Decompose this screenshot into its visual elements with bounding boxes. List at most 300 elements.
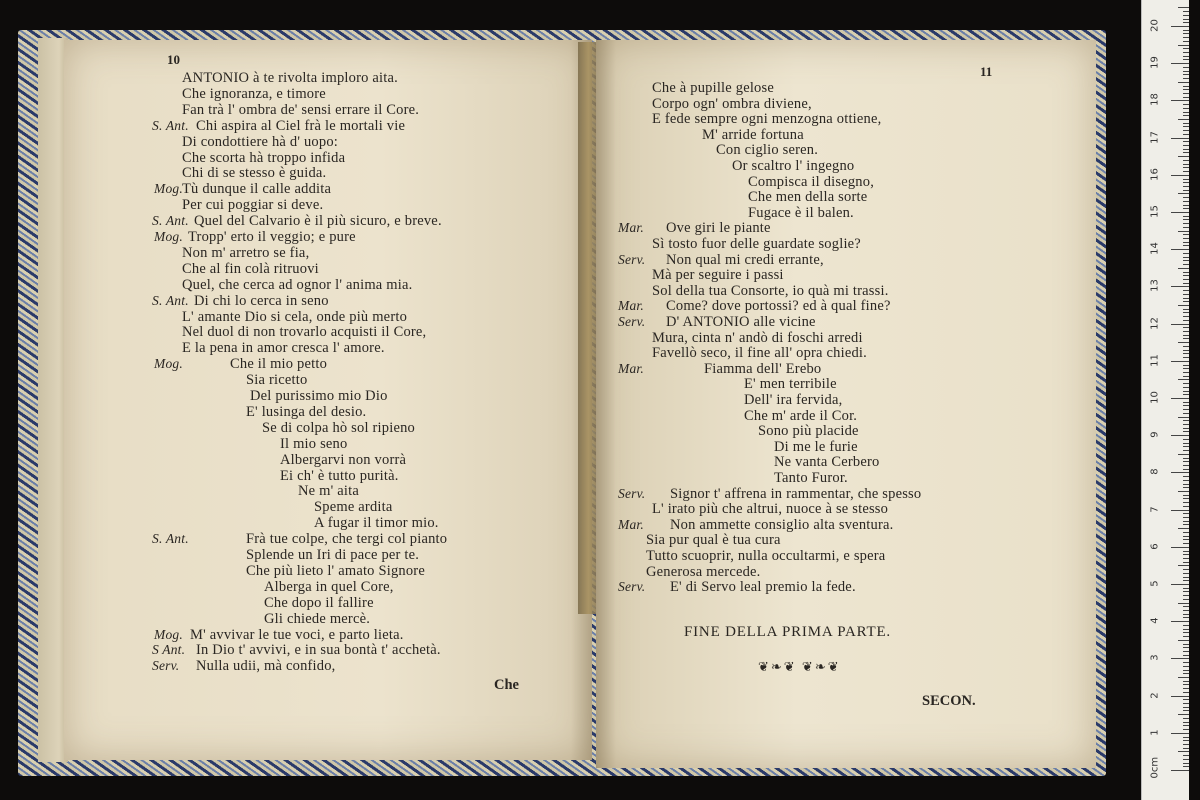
right-speaker-label: Serv. [618, 579, 646, 595]
left-text-line: Per cui poggiar si deve. [182, 197, 324, 214]
ruler-tick [1183, 614, 1189, 615]
ruler-tick [1183, 625, 1189, 626]
ruler-tick [1183, 644, 1189, 645]
ruler-tick [1183, 283, 1189, 284]
left-text-line: Tù dunque il calle addita [182, 181, 332, 198]
ruler-tick [1183, 391, 1189, 392]
ruler-tick [1183, 707, 1189, 708]
ruler-tick [1183, 670, 1189, 671]
ruler-tick [1178, 342, 1189, 343]
ruler-tick [1183, 558, 1189, 559]
ruler-tick [1183, 74, 1189, 75]
ruler-tick [1183, 238, 1189, 239]
ruler-tick [1183, 260, 1189, 261]
ruler-tick [1178, 603, 1189, 604]
ruler-tick [1183, 242, 1189, 243]
left-speaker-label: S. Ant. [152, 531, 189, 547]
ruler-tick [1183, 409, 1189, 410]
ruler-tick [1171, 138, 1189, 139]
ruler-tick [1183, 309, 1189, 310]
ruler-tick [1178, 7, 1189, 8]
ruler-tick [1183, 37, 1189, 38]
left-text-line: Che ignoranza, e timore [182, 85, 326, 102]
ruler-tick [1183, 480, 1189, 481]
ruler-tick [1178, 305, 1189, 306]
right-speaker-label: Serv. [618, 251, 646, 267]
right-text-line: Non qual mi credi errante, [666, 251, 824, 268]
ruler-tick [1183, 551, 1189, 552]
left-text-line: Chi di se stesso è guida. [182, 165, 327, 182]
ruler-tick [1183, 632, 1189, 633]
left-text-line: E' lusinga del desio. [246, 403, 367, 420]
ruler-tick [1171, 26, 1189, 27]
ruler-tick [1183, 298, 1189, 299]
ruler-tick [1183, 22, 1189, 23]
ruler-tick [1183, 201, 1189, 202]
ruler-tick [1183, 651, 1189, 652]
ruler-tick [1183, 703, 1189, 704]
left-speaker-label: S. Ant. [152, 213, 189, 229]
right-text-line: Or scaltro l' ingegno [732, 158, 855, 174]
ruler-label: 13 [1149, 279, 1161, 293]
ruler-tick [1183, 506, 1189, 507]
ruler-tick [1178, 193, 1189, 194]
ruler-label: 5 [1149, 580, 1161, 587]
ruler-label: 4 [1149, 617, 1161, 624]
ruler-tick [1183, 208, 1189, 209]
ruler-tick [1183, 424, 1189, 425]
left-speaker-label: Serv. [152, 658, 180, 674]
right-text-line: Ne vanta Cerbero [774, 454, 880, 471]
ruler-tick [1183, 327, 1189, 328]
ruler-tick [1183, 569, 1189, 570]
ruler-tick [1183, 41, 1189, 42]
ruler-tick [1171, 286, 1189, 287]
ruler-tick [1183, 19, 1189, 20]
right-page [596, 40, 1096, 768]
left-text-line: Sia ricetto [246, 372, 308, 389]
ruler-tick [1183, 294, 1189, 295]
ruler-tick [1171, 621, 1189, 622]
ruler-tick [1183, 498, 1189, 499]
ruler-tick [1183, 97, 1189, 98]
left-text-line: L' amante Dio si cela, onde più merto [182, 308, 408, 325]
ruler-tick [1183, 443, 1189, 444]
end-of-part-heading: FINE DELLA PRIMA PARTE. [684, 624, 891, 640]
ruler-tick [1183, 368, 1189, 369]
ruler-tick [1183, 606, 1189, 607]
catchword-right: SECON. [922, 693, 976, 709]
ruler-label: 10 [1149, 391, 1161, 404]
ruler-tick [1183, 108, 1189, 109]
ruler-tick [1183, 257, 1189, 258]
ruler-tick [1183, 684, 1189, 685]
ruler-tick [1183, 164, 1189, 165]
left-text-line: ANTONIO à te rivolta imploro aita. [182, 70, 398, 86]
right-text-line: L' irato più che altrui, nuoce à se stesso [652, 501, 889, 518]
ruler-tick [1183, 320, 1189, 321]
ruler-tick [1183, 562, 1189, 563]
ruler-label: 12 [1149, 316, 1161, 330]
ruler-tick [1183, 595, 1189, 596]
left-text-line: Quel, che cerca ad ognor l' anima mia. [182, 276, 413, 293]
ruler-tick [1183, 402, 1189, 403]
ruler-tick [1183, 450, 1189, 451]
ruler-tick [1183, 487, 1189, 488]
ruler-tick [1178, 231, 1189, 232]
ruler-label: 3 [1149, 654, 1161, 662]
left-text-line: Del purissimo mio Dio [250, 388, 388, 404]
right-text-line: Dell' ira fervida, [744, 392, 843, 408]
left-text-line: Di condottiere hà d' uopo: [182, 133, 338, 150]
ruler-tick [1183, 141, 1189, 142]
ruler-tick [1183, 67, 1189, 68]
ruler-tick [1183, 331, 1189, 332]
ruler-tick [1183, 186, 1189, 187]
left-text-line: Che dopo il fallire [264, 594, 374, 611]
ruler-label: 16 [1149, 167, 1161, 181]
ruler-tick [1183, 33, 1189, 34]
ruler-tick [1183, 617, 1189, 618]
ruler-tick [1171, 547, 1189, 548]
right-text-line: Generosa mercede. [646, 563, 761, 580]
ruler-tick [1183, 350, 1189, 351]
left-text-line: Nel duol di non trovarlo acquisti il Core, [182, 324, 427, 341]
left-text-line: Che più lieto l' amato Signore [246, 562, 425, 579]
right-text-line: Mà per seguire i passi [652, 267, 784, 284]
ruler-tick [1171, 696, 1189, 697]
right-text-line: Mura, cinta n' andò di foschi arredi [652, 329, 863, 346]
ruler-tick [1183, 234, 1189, 235]
ruler-tick [1183, 610, 1189, 611]
ruler-tick [1183, 405, 1189, 406]
ruler-tick [1183, 223, 1189, 224]
ruler-tick [1183, 718, 1189, 719]
ruler-tick [1183, 56, 1189, 57]
ruler-tick [1178, 454, 1189, 455]
ruler-tick [1183, 428, 1189, 429]
right-text-line: Con ciglio seren. [716, 142, 819, 159]
ruler-tick [1183, 376, 1189, 377]
ruler-tick [1183, 130, 1189, 131]
ruler-label: 6 [1149, 543, 1161, 550]
right-text-line: Corpo ogn' ombra diviene, [652, 95, 812, 112]
left-text-line: A fugar il timor mio. [314, 515, 439, 532]
ruler-tick [1183, 636, 1189, 637]
ruler-tick [1183, 30, 1189, 31]
right-text-line: Di me le furie [774, 438, 858, 455]
left-text-line: Tropp' erto il veggio; e pure [188, 229, 356, 245]
right-text-line: E' men terribile [744, 376, 837, 393]
left-text-line: Ne m' aita [298, 483, 359, 500]
left-text-line: Quel del Calvario è il più sicuro, e breve. [194, 213, 442, 230]
right-speaker-label: Serv. [618, 485, 646, 501]
ruler-tick [1183, 699, 1189, 700]
ruler-tick [1183, 662, 1189, 663]
ruler-tick [1183, 93, 1189, 94]
page-number-left: 10 [167, 52, 180, 67]
ruler-tick [1183, 722, 1189, 723]
ruler-tick [1183, 476, 1189, 477]
ruler-tick [1183, 387, 1189, 388]
ruler-tick [1183, 655, 1189, 656]
ruler-tick [1183, 521, 1189, 522]
ruler-tick [1183, 104, 1189, 105]
ruler-tick [1183, 673, 1189, 674]
left-text-line: Che il mio petto [230, 356, 328, 373]
ruler-label: 2 [1149, 691, 1161, 699]
ruler-tick [1183, 52, 1189, 53]
ruler-tick [1183, 740, 1189, 741]
ruler-tick [1183, 123, 1189, 124]
ruler-tick [1183, 126, 1189, 127]
ruler-tick [1183, 458, 1189, 459]
ruler-tick [1183, 290, 1189, 291]
ruler-tick [1183, 647, 1189, 648]
ruler-tick [1183, 190, 1189, 191]
ruler-tick [1171, 100, 1189, 101]
ruler-tick [1171, 63, 1189, 64]
left-page [64, 40, 592, 760]
ruler-tick [1183, 312, 1189, 313]
ruler-tick [1183, 737, 1189, 738]
ruler-label: 19 [1149, 56, 1161, 70]
right-speaker-label: Mar. [618, 360, 644, 376]
ruler-tick [1183, 431, 1189, 432]
ruler-tick [1183, 688, 1189, 689]
right-speaker-label: Mar. [618, 516, 644, 532]
ruler-tick [1183, 513, 1189, 514]
right-text-line: D' ANTONIO alle vicine [666, 314, 816, 330]
ruler-tick [1183, 15, 1189, 16]
left-text-line: Albergarvi non vorrà [280, 451, 407, 468]
ruler-tick [1183, 112, 1189, 113]
page-number-right: 11 [980, 64, 993, 79]
measuring-ruler [1141, 0, 1189, 800]
left-speaker-label: S. Ant. [152, 292, 189, 308]
ruler-tick [1178, 268, 1189, 269]
ruler-tick [1178, 156, 1189, 157]
ruler-tick [1183, 219, 1189, 220]
ruler-tick [1171, 658, 1189, 659]
ruler-tick [1178, 714, 1189, 715]
left-text-line: Frà tue colpe, che tergi col pianto [246, 531, 448, 548]
right-text-line: M' arride fortuna [702, 126, 804, 143]
right-text-line: Che m' arde il Cor. [744, 407, 858, 424]
ruler-tick [1171, 510, 1189, 511]
ruler-tick [1183, 599, 1189, 600]
ruler-tick [1183, 748, 1189, 749]
ruler-tick [1183, 744, 1189, 745]
ruler-tick [1183, 517, 1189, 518]
ruler-tick [1171, 435, 1189, 436]
ruler-tick [1183, 465, 1189, 466]
right-text-line: Come? dove portossi? ed à qual fine? [666, 298, 891, 315]
ruler-label: 18 [1149, 93, 1161, 107]
left-speaker-label: Mog. [154, 356, 183, 372]
ruler-tick [1178, 119, 1189, 120]
ruler-tick [1183, 554, 1189, 555]
ruler-tick [1183, 227, 1189, 228]
ruler-tick [1183, 316, 1189, 317]
ruler-tick [1183, 48, 1189, 49]
ruler-label: 1 [1149, 729, 1161, 736]
ruler-tick [1183, 573, 1189, 574]
left-text-line: Splende un Iri di pace per te. [246, 547, 420, 563]
right-text-line: Sia pur qual è tua cura [646, 532, 781, 549]
ruler-tick [1171, 584, 1189, 585]
ruler-tick [1171, 733, 1189, 734]
left-text-line: Nulla udii, mà confido, [196, 658, 336, 675]
ruler-tick [1183, 763, 1189, 764]
right-text-line: Fugace è il balen. [748, 204, 854, 221]
ruler-tick [1183, 245, 1189, 246]
left-text-line: Gli chiede mercè. [264, 610, 371, 627]
printer-ornament: ❦❧❦ ❦❧❦ [758, 659, 841, 674]
left-speaker-label: Mog. [154, 181, 183, 197]
ruler-tick [1178, 379, 1189, 380]
left-speaker-label: Mog. [154, 626, 183, 642]
ruler-tick [1171, 770, 1189, 771]
right-text-line: Fiamma dell' Erebo [704, 360, 822, 377]
ruler-tick [1178, 82, 1189, 83]
ruler-tick [1183, 171, 1189, 172]
ruler-tick [1178, 45, 1189, 46]
ruler-tick [1183, 755, 1189, 756]
ruler-tick [1183, 543, 1189, 544]
ruler-tick [1183, 275, 1189, 276]
ruler-tick [1183, 372, 1189, 373]
ruler-label: 17 [1149, 130, 1161, 144]
ruler-tick [1183, 338, 1189, 339]
left-text-line: Alberga in quel Core, [264, 578, 394, 595]
right-text-line: Favellò seco, il fine all' opra chiedi. [652, 345, 867, 362]
right-text-line: E' di Servo leal premio la fede. [670, 579, 856, 596]
ruler-tick [1183, 205, 1189, 206]
ruler-tick [1183, 89, 1189, 90]
ruler-tick [1171, 361, 1189, 362]
right-text-line: Ove giri le piante [666, 220, 771, 237]
ruler-tick [1183, 149, 1189, 150]
left-text-line: Il mio seno [280, 435, 348, 452]
ruler-tick [1183, 145, 1189, 146]
right-text-line: Compisca il disegno, [748, 173, 875, 190]
ruler-tick [1183, 536, 1189, 537]
left-text-line: Se di colpa hò sol ripieno [262, 419, 415, 436]
ruler-tick [1171, 212, 1189, 213]
ruler-tick [1183, 59, 1189, 60]
left-text-line: E la pena in amor cresca l' amore. [182, 340, 385, 357]
ruler-tick [1183, 495, 1189, 496]
ruler-tick [1183, 152, 1189, 153]
left-text-line: Di chi lo cerca in seno [194, 292, 329, 309]
left-text-line: Fan trà l' ombra de' sensi errare il Core. [182, 101, 420, 118]
ruler-tick [1183, 539, 1189, 540]
ruler-label: 15 [1149, 205, 1161, 218]
ruler-tick [1183, 160, 1189, 161]
ruler-tick [1183, 710, 1189, 711]
right-speaker-label: Mar. [618, 298, 644, 314]
ruler-tick [1178, 751, 1189, 752]
ruler-label: 8 [1149, 468, 1161, 476]
ruler-tick [1183, 353, 1189, 354]
ruler-tick [1171, 249, 1189, 250]
ruler-label: 11 [1149, 353, 1161, 367]
ruler-tick [1183, 253, 1189, 254]
ruler-tick [1171, 398, 1189, 399]
ruler-tick [1183, 461, 1189, 462]
ruler-tick [1183, 766, 1189, 767]
ruler-tick [1183, 383, 1189, 384]
ruler-tick [1183, 629, 1189, 630]
ruler-tick [1183, 577, 1189, 578]
right-text-line: E fede sempre ogni menzogna ottiene, [652, 111, 882, 128]
ruler-tick [1183, 182, 1189, 183]
right-text-line: Signor t' affrena in rammentar, che spesso [670, 485, 922, 502]
ruler-tick [1183, 580, 1189, 581]
ruler-tick [1178, 640, 1189, 641]
ruler-tick [1183, 346, 1189, 347]
ruler-tick [1183, 335, 1189, 336]
ruler-tick [1183, 469, 1189, 470]
ruler-tick [1183, 272, 1189, 273]
left-text-line: Che al fin colà ritruovi [182, 260, 319, 277]
ruler-tick [1178, 677, 1189, 678]
ruler-tick [1178, 528, 1189, 529]
ruler-tick [1183, 197, 1189, 198]
right-text-line: Tutto scuoprir, nulla occultarmi, e spera [646, 548, 886, 564]
right-text-line: Sol della tua Consorte, io quà mi trassi. [652, 282, 889, 299]
left-speaker-label: S Ant. [152, 642, 186, 658]
ruler-tick [1183, 301, 1189, 302]
ruler-label: 0cm [1149, 756, 1161, 779]
right-text-line: Sono più placide [758, 423, 859, 440]
ruler-tick [1183, 167, 1189, 168]
ruler-tick [1183, 216, 1189, 217]
ruler-tick [1178, 491, 1189, 492]
left-speaker-label: S. Ant. [152, 117, 189, 133]
ruler-tick [1178, 417, 1189, 418]
left-text-line: Non m' arretro se fia, [182, 244, 310, 261]
left-speaker-label: Mog. [154, 229, 183, 244]
ruler-label: 20 [1149, 19, 1161, 32]
ruler-tick [1183, 666, 1189, 667]
ruler-tick [1171, 472, 1189, 473]
ruler-tick [1183, 420, 1189, 421]
ruler-tick [1183, 279, 1189, 280]
ruler-tick [1183, 725, 1189, 726]
left-text-line: Speme ardita [314, 499, 393, 516]
ruler-tick [1183, 11, 1189, 12]
ruler-tick [1183, 502, 1189, 503]
ruler-tick [1183, 588, 1189, 589]
catchword-left: Che [494, 677, 519, 693]
ruler-label: 7 [1149, 505, 1161, 513]
right-text-line: Non ammette consiglio alta sventura. [670, 516, 894, 533]
right-text-line: Tanto Furor. [774, 470, 848, 486]
ruler-tick [1183, 413, 1189, 414]
left-text-line: M' avvivar le tue voci, e parto lieta. [190, 626, 404, 643]
right-speaker-label: Mar. [618, 220, 644, 236]
left-text-line: In Dio t' avvivi, e in sua bontà t' acchetà. [196, 642, 441, 659]
ruler-tick [1183, 524, 1189, 525]
ruler-tick [1183, 134, 1189, 135]
right-speaker-label: Serv. [618, 314, 646, 329]
ruler-tick [1183, 446, 1189, 447]
ruler-tick [1171, 324, 1189, 325]
ruler-tick [1183, 365, 1189, 366]
ruler-label: 14 [1149, 242, 1161, 256]
